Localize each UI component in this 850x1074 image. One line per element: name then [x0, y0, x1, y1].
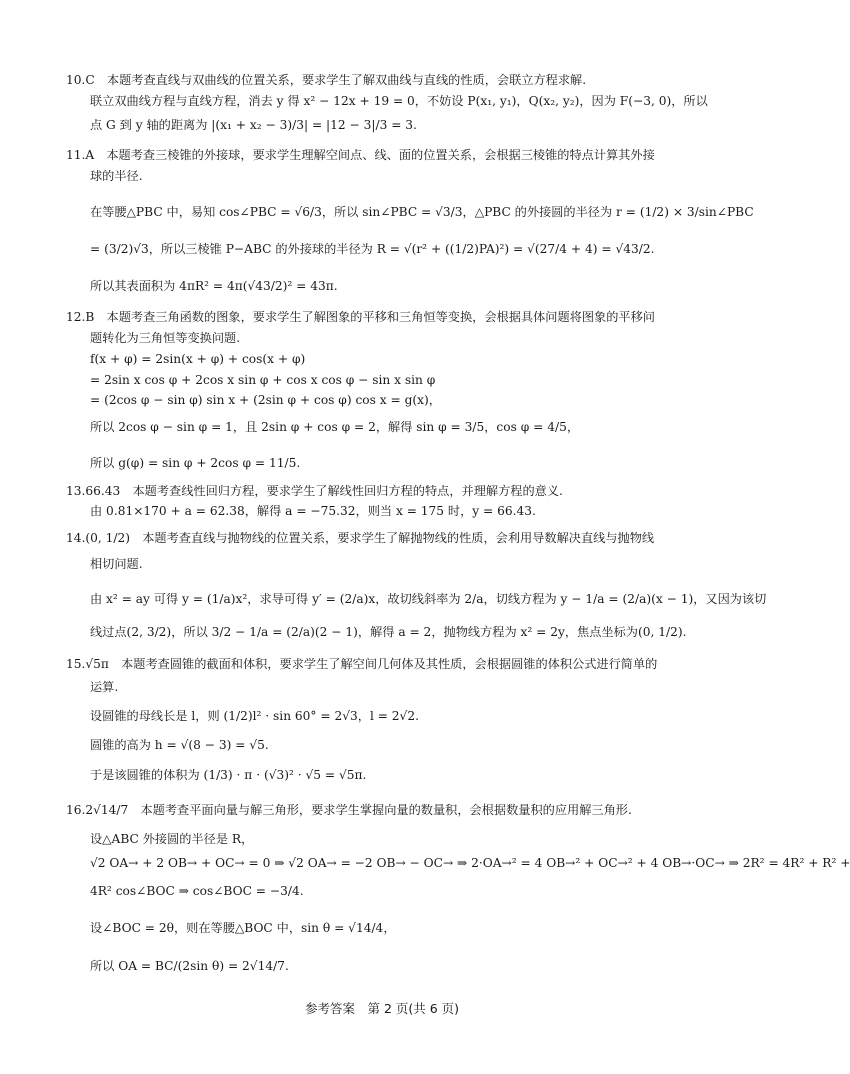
line-q16-step-1: 设△ABC 外接圆的半径是 R， — [90, 832, 254, 846]
line-q12-step-1: f(x + φ) = 2sin(x + φ) + cos(x + φ) — [90, 352, 306, 366]
line-q11-step-3: 所以其表面积为 4πR² = 4π(√43/2)² = 43π. — [90, 279, 338, 293]
line-q15-step-3: 于是该圆锥的体积为 (1/3) · π · (√3)² · √5 = √5π. — [90, 768, 367, 782]
line-q14-header: 14.(0, 1/2) 本题考查直线与抛物线的位置关系，要求学生了解抛物线的性质，会利用导数解决直线与抛物线 — [66, 531, 655, 545]
line-q16-step-5: 所以 OA = BC/(2sin θ) = 2√14/7. — [90, 959, 289, 973]
line-q13-step-1: 由 0.81×170 + a = 62.38，解得 a = −75.32，则当 x = 175 时，y = 66.43. — [90, 504, 536, 518]
line-q12-step-3: = (2cos φ − sin φ) sin x + (2sin φ + cos φ) cos x = g(x)， — [90, 393, 441, 407]
line-q12-step-5: 所以 g(φ) = sin φ + 2cos φ = 11/5. — [90, 456, 301, 470]
line-q14-step-2: 线过点(2, 3/2)，所以 3/2 − 1/a = (2/a)(2 − 1)，解得 a = 2，抛物线方程为 x² = 2y，焦点坐标为(0, 1/2). — [90, 625, 687, 639]
line-q15-header: 15.√5π 本题考查圆锥的截面和体积，要求学生了解空间几何体及其性质，会根据圆锥的体积公式进行简单的 — [66, 657, 658, 671]
line-q14-step-1: 由 x² = ay 可得 y = (1/a)x²，求导可得 y′ = (2/a)x，故切线斜率为 2/a，切线方程为 y − 1/a = (2/a)(x − 1)，又因为该切 — [90, 592, 767, 606]
page-footer: 参考答案 第 2 页(共 6 页) — [304, 1001, 460, 1016]
line-q16-step-4: 设∠BOC = 2θ，则在等腰△BOC 中，sin θ = √14/4， — [90, 921, 396, 935]
line-q16-header: 16.2√14/7 本题考查平面向量与解三角形，要求学生掌握向量的数量积，会根据数量积的应用解三角形. — [66, 803, 632, 817]
line-q16-step-3: 4R² cos∠BOC ⇒ cos∠BOC = −3/4. — [90, 884, 304, 898]
line-q12-step-2: = 2sin x cos φ + 2cos x sin φ + cos x cos φ − sin x sin φ — [90, 373, 436, 387]
line-q15-header-cont: 运算. — [90, 680, 119, 694]
line-q11-step-2: = (3/2)√3，所以三棱锥 P−ABC 的外接球的半径为 R = √(r² + ((1/2)PA)²) = √(27/4 + 4) = √43/2. — [90, 242, 655, 256]
line-q12-header: 12.B 本题考查三角函数的图象，要求学生了解图象的平移和三角恒等变换，会根据具体问题将图象的平移问 — [66, 310, 655, 324]
line-q15-step-1: 设圆锥的母线长是 l，则 (1/2)l² · sin 60° = 2√3，l = 2√2. — [90, 709, 419, 723]
line-q13-header: 13.66.43 本题考查线性回归方程，要求学生了解线性回归方程的特点，并理解方程的意义. — [66, 484, 563, 498]
line-q14-header-cont: 相切问题. — [90, 557, 143, 571]
line-q12-header-cont: 题转化为三角恒等变换问题. — [90, 331, 241, 345]
line-q11-header: 11.A 本题考查三棱锥的外接球，要求学生理解空间点、线、面的位置关系，会根据三棱锥的特点计算其外接 — [66, 148, 655, 162]
line-q11-step-1: 在等腰△PBC 中，易知 cos∠PBC = √6/3，所以 sin∠PBC = √3/3，△PBC 的外接圆的半径为 r = (1/2) × 3/sin∠PBC — [90, 205, 754, 219]
line-q12-step-4: 所以 2cos φ − sin φ = 1，且 2sin φ + cos φ = 2，解得 sin φ = 3/5，cos φ = 4/5， — [90, 420, 580, 434]
line-q16-step-2: √2 OA→ + 2 OB→ + OC→ = 0 ⇒ √2 OA→ = −2 OB→ − OC→ ⇒ 2·OA→² = 4 OB→² + OC→² + 4 OB→·OC→ ⇒ 2R² = 4R² + R² + — [90, 856, 850, 870]
line-q10-step-2: 点 G 到 y 轴的距离为 |(x₁ + x₂ − 3)/3| = |12 − 3|/3 = 3. — [90, 118, 417, 132]
line-q11-header-cont: 球的半径. — [90, 169, 143, 183]
line-q10-step-1: 联立双曲线方程与直线方程，消去 y 得 x² − 12x + 19 = 0，不妨设 P(x₁, y₁)，Q(x₂, y₂)，因为 F(−3, 0)，所以 — [90, 94, 708, 108]
line-q10-header: 10.C 本题考查直线与双曲线的位置关系，要求学生了解双曲线与直线的性质，会联立方程求解. — [66, 73, 587, 87]
line-q15-step-2: 圆锥的高为 h = √(8 − 3) = √5. — [90, 738, 269, 752]
